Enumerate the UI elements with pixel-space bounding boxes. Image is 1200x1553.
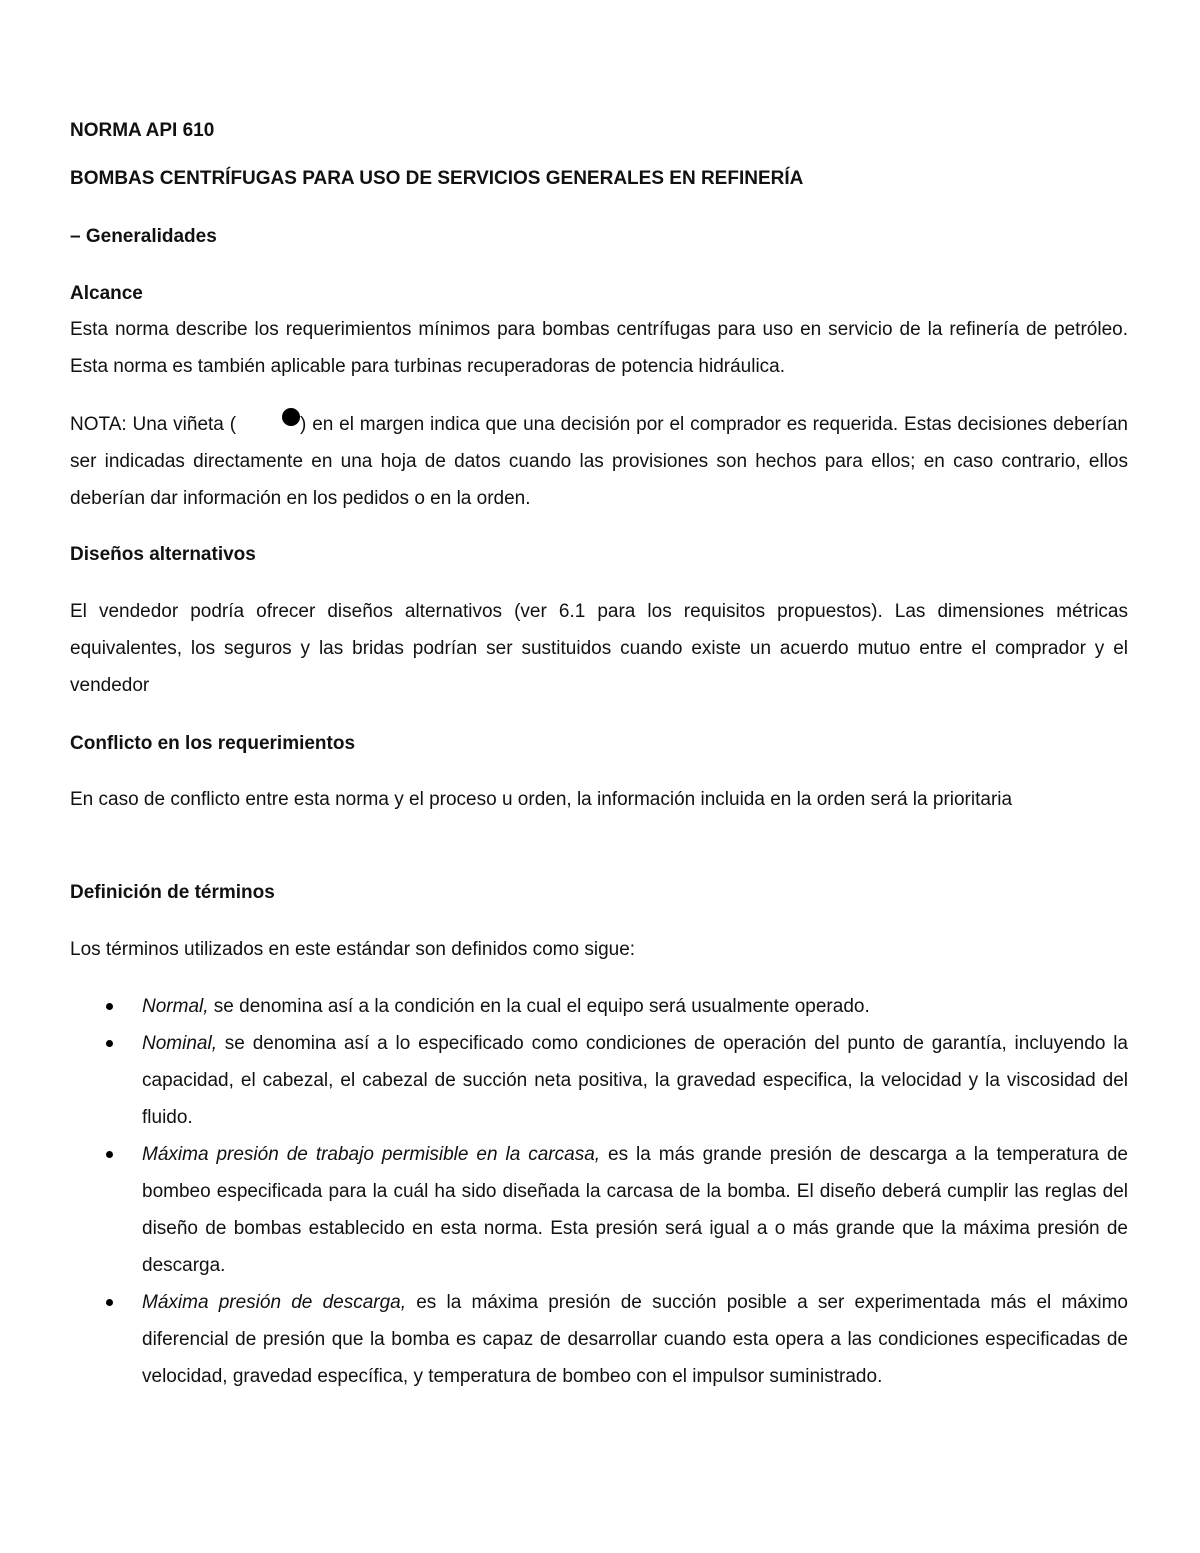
list-item (70, 1136, 1128, 1284)
list-item (70, 988, 1128, 1025)
list-item (70, 1025, 1128, 1136)
document-subtitle: BOMBAS CENTRÍFUGAS PARA USO DE SERVICIOS GENERALES EN REFINERÍA (70, 168, 804, 189)
bullet-icon (106, 1151, 113, 1158)
paragraph-conflicto: En caso de conflicto entre esta norma y el proceso u orden, la información incluida en la orden será la prioritaria (70, 789, 1013, 810)
definition-text: se denomina así a lo especificado como condiciones de operación del punto de garantía, incluyendo la capacidad, el cabezal, el cabezal de succión neta positiva, la gravedad especifica, la velocidad y la viscosidad del fluido. (142, 1033, 1128, 1128)
definition-text: es la más grande presión de descarga a la temperatura de bombeo especificada para la cuál ha sido diseñada la carcasa de la bomba. El diseño deberá cumplir las reglas del diseño de bombas establecido en esta norma. Esta presión será igual a o más grande que la máxima presión de descarga. (142, 1144, 1128, 1276)
nota-text-before: NOTA: Una viñeta ( (70, 414, 237, 435)
paragraph-disenos-alternativos: El vendedor podría ofrecer diseños alternativos (ver 6.1 para los requisitos propuestos). Las dimensiones métricas equivalentes, los seguros y las bridas podrían ser sustituidos cuando existe un acuerdo mutuo entre el comprador y el vendedor (70, 601, 1128, 696)
bullet-icon (106, 1003, 113, 1010)
definition-term: Nominal, (142, 1033, 217, 1054)
paragraph-alcance: Esta norma describe los requerimientos mínimos para bombas centrífugas para uso en servicio de la refinería de petróleo. Esta norma es también aplicable para turbinas recuperadoras de potencia hidráulica. (70, 319, 1128, 377)
heading-conflicto: Conflicto en los requerimientos (70, 733, 356, 754)
definitions-list (70, 988, 1128, 1395)
paragraph-nota (70, 406, 1128, 517)
definition-text: es la máxima presión de succión posible a ser experimentada más el máximo diferencial de presión que la bomba es capaz de desarrollar cuando esta opera a las condiciones especificadas de velocidad, gravedad específica, y temperatura de bombeo con el impulsor suministrado. (142, 1292, 1128, 1387)
document-page (70, 0, 1128, 1553)
definition-term: Máxima presión de trabajo permisible en la carcasa, (142, 1144, 601, 1165)
list-item (70, 1284, 1128, 1395)
heading-definicion-terminos: Definición de términos (70, 882, 275, 903)
bullet-icon (106, 1040, 113, 1047)
definition-term: Normal, (142, 996, 209, 1017)
definition-text: se denomina así a la condición en la cual el equipo será usualmente operado. (208, 996, 870, 1017)
decision-bullet-icon (282, 408, 300, 426)
bullet-icon (106, 1299, 113, 1306)
document-title: NORMA API 610 (70, 120, 215, 141)
paragraph-definicion-intro: Los términos utilizados en este estándar son definidos como sigue: (70, 939, 636, 960)
definition-term: Máxima presión de descarga, (142, 1292, 407, 1313)
nota-text-after: ) en el margen indica que una decisión por el comprador es requerida. Estas decisiones deberían ser indicadas directamente en una hoja de datos cuando las provisiones son hechos para ellos; en caso contrario, ellos deberían dar información en los pedidos o en la orden. (70, 414, 1128, 509)
heading-disenos-alternativos: Diseños alternativos (70, 544, 256, 565)
heading-alcance: Alcance (70, 283, 143, 304)
section-heading-generalidades: – Generalidades (70, 226, 217, 247)
